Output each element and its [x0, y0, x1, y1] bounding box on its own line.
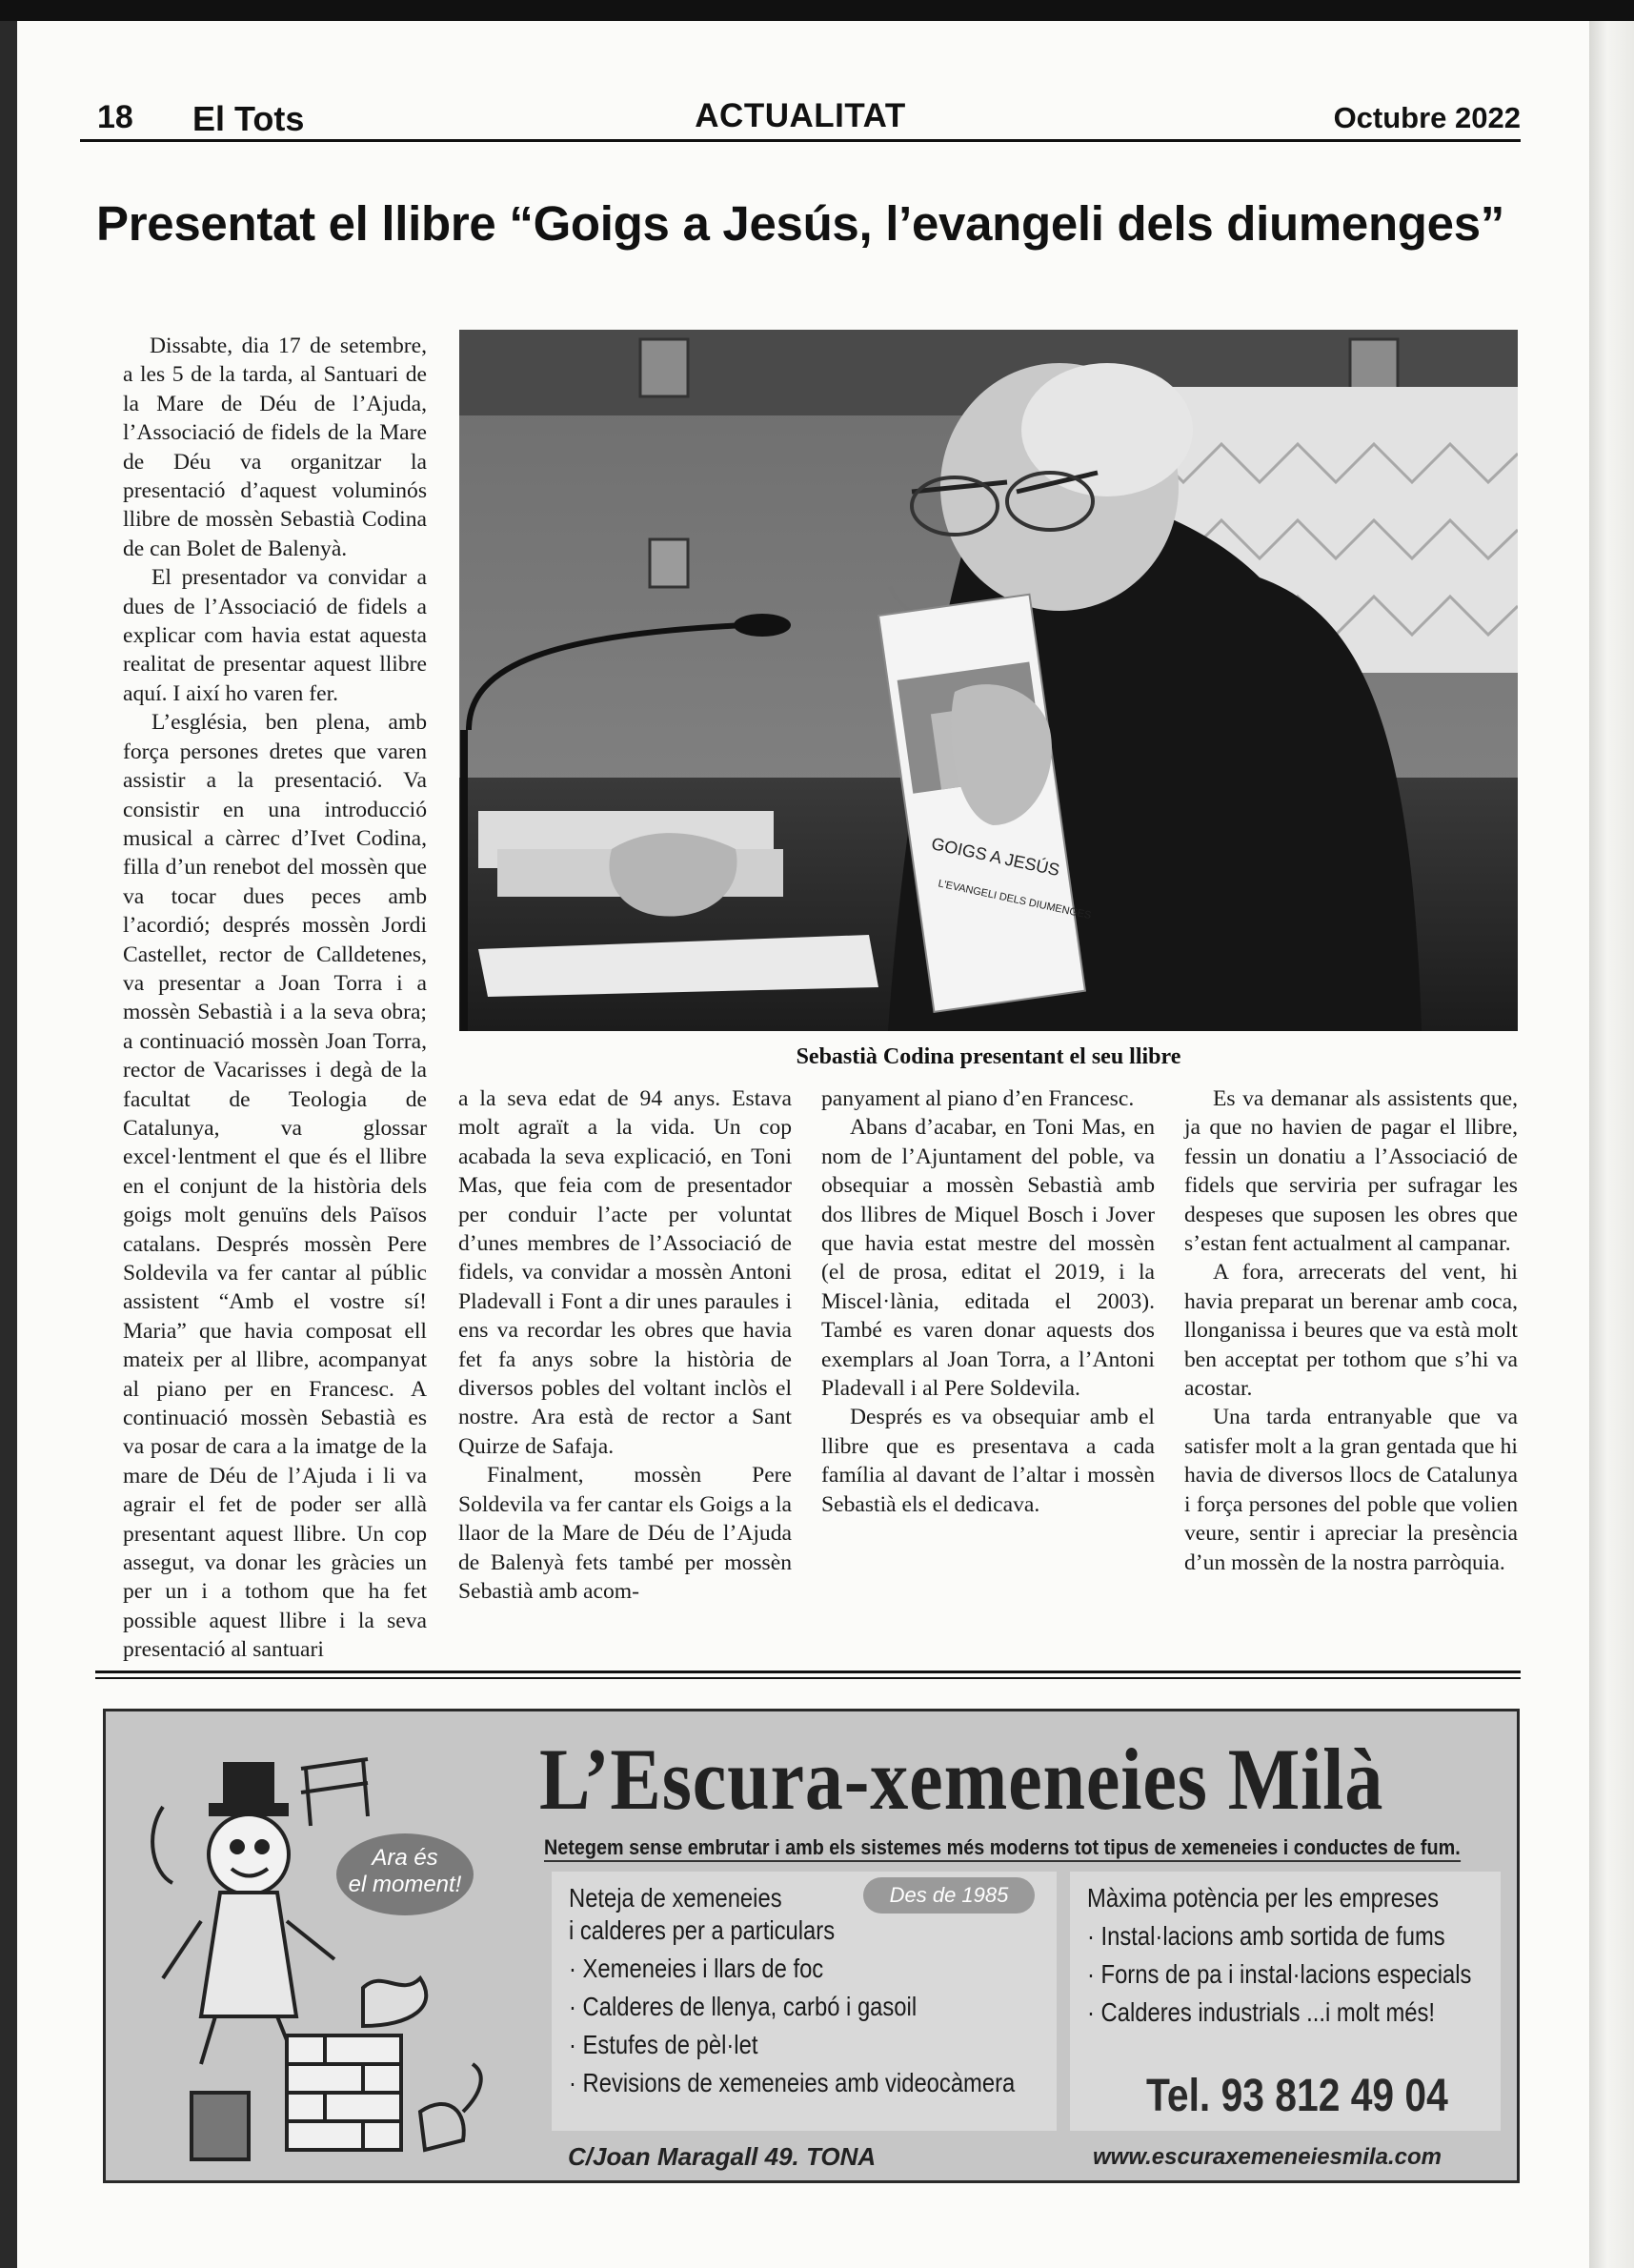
- article-column-3: [821, 1084, 1155, 1519]
- paragraph: Abans d’acabar, en Toni Mas, en nom de l’Ajuntament del poble, va obsequiar a mossèn Sebastià amb dos llibres de Miquel Bosch i Jover que havia estat mestre del mossèn (el de prosa, editat el 2019, i la Miscel·lània, editada el 2003). També es varen donar aquests dos exemplars al Joan Torra, a l’Antoni Pladevall i al Pere Soldevila.: [821, 1115, 1155, 1402]
- since-badge: Des de 1985: [863, 1877, 1035, 1914]
- paragraph: panyament al piano d’en Francesc.: [821, 1086, 1135, 1111]
- ad-tagline: Netegem sense embrutar i amb els sistemes més moderns tot tipus de xemeneies i conductes de fum.: [544, 1835, 1461, 1862]
- ad-list-item: · Revisions de xemeneies amb videocàmera: [569, 2068, 1016, 2097]
- magazine-name: El Tots: [192, 99, 305, 138]
- paragraph: a la seva edat de 94 anys. Estava molt agraït a la vida. Un cop acabada la seva explicació, en Toni Mas, que feia com de presentador per conduir l’acte per voluntat d’unes membres de l’Associació de fidels, va convidar a mossèn Antoni Pladevall i Font a dir unes paraules i ens va recordar les obres que havia fet fa anys sobre la història de diversos pobles del voltant inclòs el nostre. Ara està de rector a Sant Quirze de Safaja.: [458, 1086, 792, 1459]
- advertisement: [103, 1709, 1520, 2183]
- article-column-1: [123, 332, 427, 1665]
- article-title: Presentat el llibre “Goigs a Jesús, l’evangeli dels diumenges”: [96, 196, 1504, 251]
- section-name: ACTUALITAT: [695, 97, 906, 134]
- next-page-edge: [1589, 21, 1634, 2268]
- page-header: [80, 95, 1521, 142]
- ad-list-item: · Calderes de llenya, carbó i gasoil: [569, 1992, 918, 2021]
- ad-list-heading: Neteja de xemeneies: [569, 1883, 782, 1913]
- ad-list-item: · Instal·lacions amb sortida de fums: [1087, 1921, 1445, 1951]
- article-column-4: [1184, 1084, 1518, 1577]
- chimney-sweep-illustration-icon: [134, 1750, 515, 2169]
- page-number: 18: [97, 99, 133, 135]
- paragraph: Es va demanar als assistents que, ja que no havien de pagar el llibre, fessin un donatiu a l’Associació de fidels que serviria per sufragar les despeses que suposen les obres que s’estan fent actualment al campanar.: [1184, 1086, 1518, 1257]
- book-cover-subtitle: L'EVANGELI DELS DIUMENGES: [937, 878, 1093, 922]
- ad-website: www.escuraxemeneiesmila.com: [1093, 2144, 1442, 2170]
- photo-priest-holding-book: [459, 330, 1518, 1031]
- ad-business-name: L’Escura-xemeneies Milà: [539, 1731, 1384, 1828]
- ad-list-item: · Estufes de pèl·let: [569, 2030, 758, 2059]
- ad-phone: Tel. 93 812 49 04: [1146, 2071, 1448, 2121]
- paragraph: Dissabte, dia 17 de setembre, a les 5 de la tarda, al Santuari de la Mare de Déu de l’Ajuda, l’Associació de fidels de la Mare de Déu va organitzar la presentació d’aquest voluminós llibre de mossèn Sebastià Codina de can Bolet de Balenyà.: [123, 334, 427, 561]
- bubble-text: Ara és el moment!: [348, 1845, 462, 1897]
- paragraph: Després es va obsequiar amb el llibre que es presentava a cada família al davant de l’altar i mossèn Sebastià els el dedicava.: [821, 1405, 1155, 1517]
- paragraph: L’església, ben plena, amb força persones dretes que varen assistir a la presentació. Va consistir en una introducció musical a càrrec d’Ivet Codina, filla d’un renebot del mossèn que va tocar dues peces amb l’acordió; després mossèn Jordi Castellet, rector de Calldetenes, va presentar a Joan Torra i a mossèn Sebastià i a la seva obra; a continuació mossèn Joan Torra, rector de Vacarisses i degà de la facultat de Teologia de Catalunya, va glossar excel·lentment el que és el llibre en el conjunt de la història dels goigs molt genuïns dels Països catalans. Després mossèn Pere Soldevila va fer cantar al públic assistent “Amb el vostre sí! Maria” que havia composat ell mateix per al llibre, acompanyat al piano per en Francesc. A continuació mossèn Sebastià es va posar de cara a la imatge de la mare de Déu de l’Ajuda i li va agrair el fet de poder ser allà presentant aquest llibre. Un cop assegut, va donar les gràcies un per un i a tothom que ha fet possible aquest llibre i la seva presentació al santuari: [123, 710, 427, 1663]
- paragraph: A fora, arrecerats del vent, hi havia preparat un berenar amb coca, llonganissa i beures que va està molt ben acceptat per tothom que s’hi va acostar.: [1184, 1260, 1518, 1402]
- ad-list-item: · Calderes industrials ...i molt més!: [1087, 1997, 1436, 2027]
- scan-top-border: [0, 0, 1634, 21]
- ad-list-item: · Forns de pa i instal·lacions especials: [1087, 1959, 1472, 1989]
- ad-address: C/Joan Maragall 49. TONA: [568, 2142, 877, 2171]
- paragraph: Finalment, mossèn Pere Soldevila va fer cantar els Goigs a la llaor de la Mare de Déu de l’Ajuda de Balenyà fets també per mossèn Sebastià amb acom-: [458, 1463, 792, 1604]
- photo-caption: Sebastià Codina presentant el seu llibre: [796, 1044, 1181, 1069]
- section-divider: [95, 1671, 1521, 1679]
- article-photo: [459, 330, 1518, 1031]
- paragraph: El presentador va convidar a dues de l’Associació de fidels a explicar com havia estat aquesta realitat de presentar aquest llibre aquí. I així ho varen fer.: [123, 565, 427, 706]
- ad-list-heading: Màxima potència per les empreses: [1087, 1883, 1440, 1913]
- ad-list-heading: i calderes per a particulars: [569, 1915, 836, 1945]
- paragraph: Una tarda entranyable que va satisfer molt a la gran gentada que hi havia de diversos llocs de Catalunya i força persones del poble que volien veure, sentir i apreciar la presència d’un mossèn de la nostra parròquia.: [1184, 1405, 1518, 1575]
- ad-list-item: · Xemeneies i llars de foc: [569, 1954, 824, 1983]
- article-column-2: [458, 1084, 792, 1606]
- issue-date: Octubre 2022: [1333, 101, 1521, 134]
- book-cover-title: GOIGS A JESÚS: [929, 834, 1061, 881]
